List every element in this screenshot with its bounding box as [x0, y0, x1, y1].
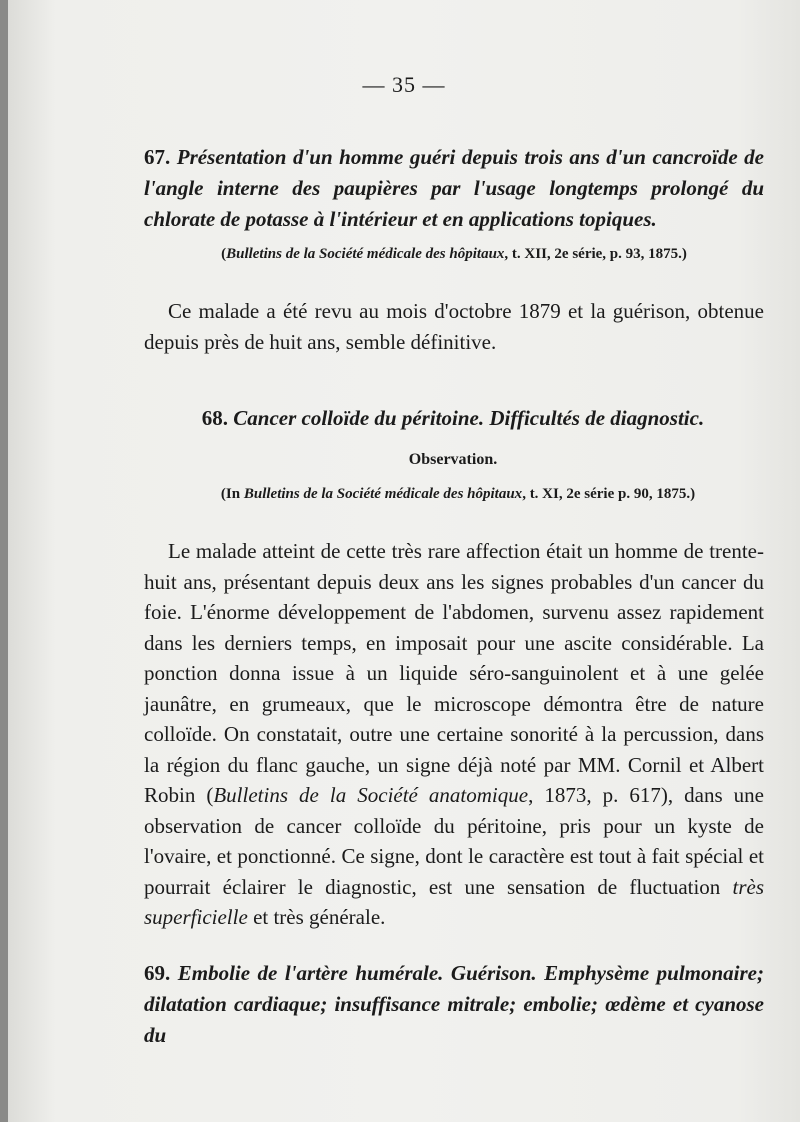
entry-68-body-part3: et très générale. — [247, 905, 386, 929]
entry-68-body-journal: Bulletins de la Société anatomique — [213, 783, 529, 807]
entry-69-title — [144, 958, 764, 1051]
entry-67-body: Ce malade a été revu au mois d'octobre 1879 et la guérison, obtenue depuis près de huit ans, semble définitive. — [144, 299, 764, 354]
entry-69-number: 69. — [144, 961, 171, 985]
entry-68-ref-rest: , t. XI, 2e série p. 90, 1875.) — [522, 486, 696, 502]
entry-68-subtitle: Observation. — [408, 451, 498, 468]
page-number: — 35 — — [362, 72, 446, 97]
entry-67-ref-journal: Bulletins de la Société médicale des hôpitaux — [226, 246, 505, 262]
entry-68-ref-open: (In — [220, 486, 244, 502]
entry-68-ref-journal: Bulletins de la Société médicale des hôpitaux — [243, 486, 523, 502]
entry-68-reference — [158, 486, 758, 503]
entry-67-title — [144, 142, 764, 235]
entry-67-reference — [184, 246, 724, 263]
entry-68-number: 68. — [201, 406, 229, 430]
entry-67-ref-rest: , t. XII, 2e série, p. 93, 1875.) — [504, 246, 687, 262]
entry-67-ref-open: ( — [221, 246, 227, 262]
entry-67-title-text: Présentation d'un homme guéri depuis trois ans d'un cancroïde de l'angle interne des paupières par l'usage longtemps prolongé du chlorate de potasse à l'intérieur et en applications topiques. — [144, 145, 764, 231]
entry-69-title-text: Embolie de l'artère humérale. Guérison. Emphysème pulmonaire; dilatation cardiaque; insuffisance mitrale; embolie; œdème et cyanose du — [144, 961, 764, 1047]
entry-68-body-part1: Le malade atteint de cette très rare affection était un homme de trente-huit ans, présentant depuis deux ans les signes probables d'un cancer du foie. L'énorme développement de l'abdomen, survenu assez rapidement dans les derniers temps, en imposait pour une ascite considérable. La ponction donna issue à un liquide séro-sanguinolent et à une gelée jaunâtre, en grumeaux, que le microscope démontra être de nature colloïde. On constatait, outre une certaine sonorité à la percussion, dans la région du flanc gauche, un signe déjà noté par MM. Cornil et Albert Robin ( — [144, 539, 764, 807]
document-page — [8, 0, 800, 1122]
entry-67-number: 67. — [144, 145, 171, 169]
entry-68-body — [144, 536, 764, 933]
entry-68-title-text: Cancer colloïde du péritoine. Difficultés de diagnostic. — [233, 406, 705, 430]
entry-68-title — [168, 406, 738, 431]
entry-68-body-italic: très superficielle — [144, 874, 764, 929]
entry-68-body-part2: , 1873, p. 617), dans une observation de cancer colloïde du péritoine, pris pour un kyste de l'ovaire, et ponctionné. Ce signe, dont le caractère est tout à fait spécial et pourrait éclairer le diagnostic, est une sensation de fluctuation — [144, 783, 764, 899]
